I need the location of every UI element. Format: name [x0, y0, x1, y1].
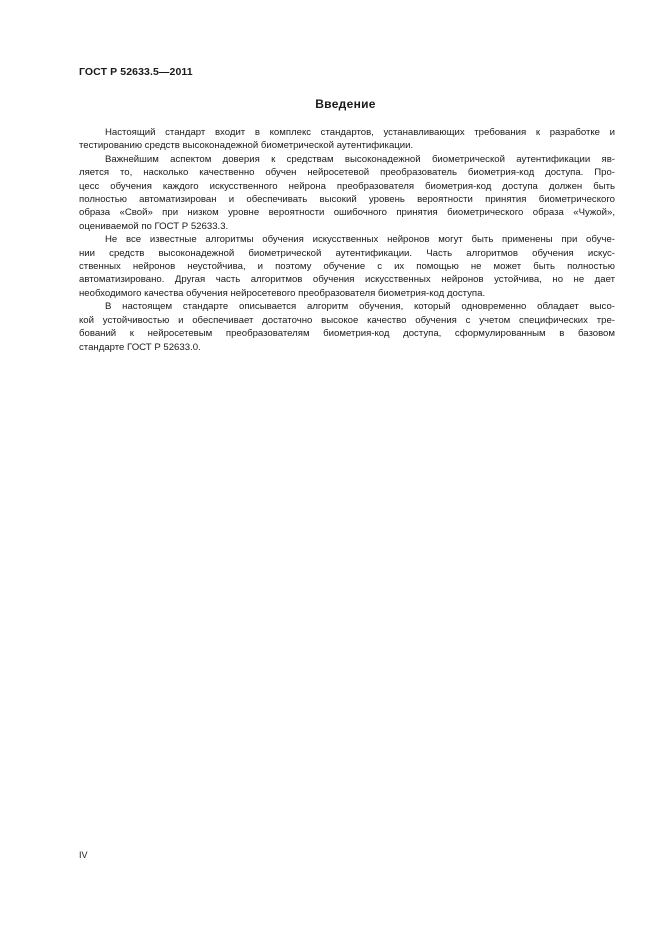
- document-code: ГОСТ Р 52633.5—2011: [79, 66, 193, 78]
- paragraph-line: нии средств высоконадежной биометрической аутентификации. Часть алгоритмов обучения искус-: [79, 247, 615, 259]
- paragraph: [79, 153, 615, 233]
- paragraph-line: бований к нейросетевым преобразователям биометрия-код доступа, сформулированным в базовом: [79, 328, 615, 340]
- paragraph-line: тестированию средств высоконадежной биометрической аутентификации.: [79, 140, 414, 152]
- paragraph-line: Важнейшим аспектом доверия к средствам высоконадежной биометрической аутентификации яв-: [105, 153, 615, 165]
- paragraph-line: Не все известные алгоритмы обучения искусственных нейронов могут быть применены при обуче-: [105, 234, 615, 246]
- paragraph-line: образа «Свой» при низком уровне вероятности ошибочного принятия биометрического образа «Чужой»,: [79, 207, 615, 219]
- paragraph-line: кой устойчивостью и обеспечивает достаточно высокое качество обучения с учетом специфических тре-: [79, 314, 615, 326]
- paragraph-line: В настоящем стандарте описывается алгоритм обучения, который одновременно обладает высо-: [105, 301, 615, 313]
- paragraph-line: ляется то, насколько качественно обучен нейросетевой преобразователь биометрия-код доступа. Про-: [79, 167, 615, 179]
- section-title-text: Введение: [315, 97, 376, 111]
- paragraph-line: необходимого качества обучения нейросетевого преобразователя биометрия-код доступа.: [79, 287, 486, 299]
- paragraph-line: оцениваемой по ГОСТ Р 52633.3.: [79, 220, 229, 232]
- paragraph-line: Настоящий стандарт входит в комплекс стандартов, устанавливающих требования к разработке и: [105, 127, 615, 138]
- paragraph-line: цесс обучения каждого искусственного нейрона преобразователя биометрия-код доступа должен быть: [79, 180, 615, 192]
- paragraph-line: автоматизировано. Другая часть алгоритмов обучения искусственных нейронов устойчива, но не дает: [79, 274, 615, 286]
- page-number: IV: [79, 850, 88, 860]
- paragraph: [79, 300, 615, 354]
- body-text: [79, 126, 615, 354]
- paragraph: [79, 126, 615, 153]
- paragraph-line: полностью автоматизирован и обеспечивать высокий уровень вероятности принятия биометрического: [79, 194, 615, 206]
- paragraph-line: ственных нейронов неустойчива, и поэтому обучение с их помощью не может быть полностью: [79, 261, 615, 273]
- paragraph-line: стандарте ГОСТ Р 52633.0.: [79, 341, 201, 353]
- paragraph: [79, 233, 615, 300]
- section-title: [0, 97, 661, 111]
